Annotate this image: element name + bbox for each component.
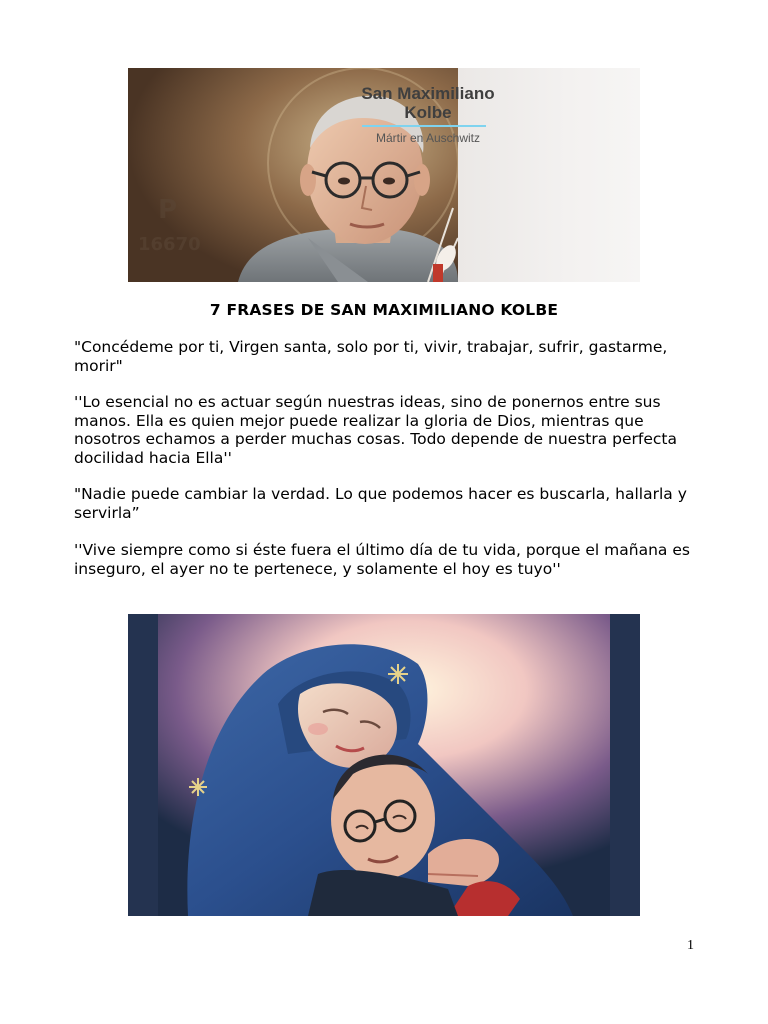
banner-subtitle: Mártir en Auschwitz	[375, 131, 481, 145]
document-title: 7 FRASES DE SAN MAXIMILIANO KOLBE	[209, 301, 559, 319]
star-ornament-icon	[388, 664, 408, 684]
quote-2: ''Lo esencial no es actuar según nuestras ideas, sino de ponernos entre sus manos. Ella es quien mejor puede realizar la gloria de Dios, mientras que nosotros echamos a perder muchas cosas. Todo depende de nuestra perfecta docilidad hacia Ella''	[74, 393, 677, 467]
watermark-number: 16670	[138, 234, 201, 255]
quote-3: "Nadie puede cambiar la verdad. Lo que podemos hacer es buscarla, hallarla y servirla”	[74, 485, 687, 522]
virgin-and-saint-painting	[128, 614, 640, 916]
page-number: 1	[687, 938, 694, 953]
watermark-p: P	[158, 195, 178, 225]
quote-4: ''Vive siempre como si éste fuera el último día de tu vida, porque el mañana es inseguro, el ayer no te pertenece, y solamente el hoy es tuyo''	[74, 541, 690, 578]
quote-1: "Concédeme por ti, Virgen santa, solo por ti, vivir, trabajar, sufrir, gastarme, morir"	[74, 338, 668, 375]
banner-saint-name: San Maximiliano Kolbe	[361, 84, 495, 122]
banner-divider	[362, 125, 486, 127]
